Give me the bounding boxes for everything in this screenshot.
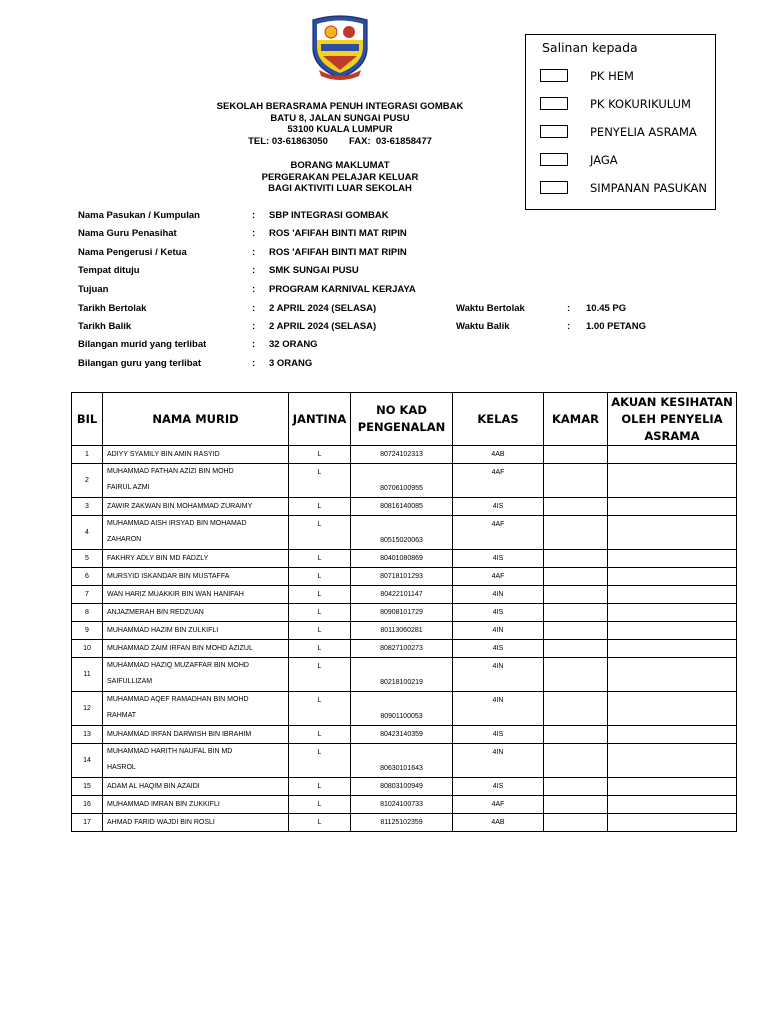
header-jantina: JANTINA: [289, 393, 351, 446]
ic-value: 80423140359: [380, 731, 423, 738]
cell-kamar[interactable]: [544, 464, 608, 498]
cell-ic: [351, 586, 453, 604]
cell-kamar[interactable]: [544, 604, 608, 622]
cell-akuan[interactable]: [608, 498, 737, 516]
cell-kelas: 4IN: [453, 692, 544, 726]
cell-akuan[interactable]: [608, 446, 737, 464]
school-crest-icon: [309, 14, 371, 80]
cell-kamar[interactable]: [544, 516, 608, 550]
cell-akuan[interactable]: [608, 622, 737, 640]
info-separator: :: [252, 321, 256, 332]
cell-akuan[interactable]: [608, 658, 737, 692]
info-label: Tempat dituju: [78, 265, 140, 276]
info-value: 2 APRIL 2024 (SELASA): [269, 321, 377, 332]
nama-line: MUHAMMAD ZAIM IRFAN BIN MOHD AZIZUL: [107, 645, 253, 652]
cell-jantina: L: [289, 622, 351, 640]
header-ic: [351, 393, 453, 446]
form-title: [150, 160, 530, 195]
ic-value: 81125102359: [380, 819, 423, 826]
ic-value: 80113060281: [380, 627, 423, 634]
info-separator: :: [252, 228, 256, 239]
cell-kamar[interactable]: [544, 640, 608, 658]
table-row: [72, 498, 737, 516]
cell-akuan[interactable]: [608, 464, 737, 498]
cell-nama: [103, 498, 289, 516]
info-label: Bilangan guru yang terlibat: [78, 358, 201, 369]
cell-kelas: 4AF: [453, 568, 544, 586]
cell-jantina: L: [289, 586, 351, 604]
cell-bil: 3: [72, 498, 103, 516]
form-title-line: BAGI AKTIVITI LUAR SEKOLAH: [268, 183, 412, 194]
cell-nama: [103, 446, 289, 464]
info-value: PROGRAM KARNIVAL KERJAYA: [269, 284, 416, 295]
nama-line: RAHMAT: [107, 712, 137, 719]
info-value: 1.00 PETANG: [586, 321, 647, 332]
cell-bil: 17: [72, 814, 103, 832]
info-separator: :: [252, 339, 256, 350]
table-row: [72, 568, 737, 586]
header-bil: BIL: [72, 393, 103, 446]
cell-jantina: L: [289, 658, 351, 692]
cell-ic: [351, 778, 453, 796]
cell-jantina: L: [289, 516, 351, 550]
info-label: Bilangan murid yang terlibat: [78, 339, 207, 350]
cell-akuan[interactable]: [608, 550, 737, 568]
cell-ic: [351, 744, 453, 778]
cell-akuan[interactable]: [608, 586, 737, 604]
cell-ic: [351, 604, 453, 622]
copy-label: JAGA: [590, 152, 618, 167]
cell-bil: 7: [72, 586, 103, 604]
header-nama: NAMA MURID: [103, 393, 289, 446]
cell-akuan[interactable]: [608, 778, 737, 796]
nama-line: AHMAD FARID WAJDI BIN ROSLI: [107, 819, 215, 826]
cell-kelas: 4AB: [453, 814, 544, 832]
cell-jantina: L: [289, 604, 351, 622]
ic-value: 80901100053: [380, 713, 423, 720]
checkbox-penyelia-asrama[interactable]: [540, 125, 568, 138]
cell-jantina: L: [289, 744, 351, 778]
cell-nama: [103, 586, 289, 604]
info-label: Waktu Balik: [456, 321, 510, 332]
cell-nama: [103, 604, 289, 622]
cell-nama: [103, 464, 289, 498]
cell-kelas: 4IS: [453, 726, 544, 744]
form-title-line: PERGERAKAN PELAJAR KELUAR: [261, 171, 419, 183]
cell-ic: [351, 516, 453, 550]
cell-nama: [103, 658, 289, 692]
cell-jantina: L: [289, 692, 351, 726]
cell-kamar[interactable]: [544, 778, 608, 796]
ic-value: 80630101643: [380, 765, 423, 772]
cell-kelas: 4IS: [453, 550, 544, 568]
cell-jantina: L: [289, 726, 351, 744]
cell-kamar[interactable]: [544, 586, 608, 604]
ic-value: 80827100273: [380, 645, 423, 652]
cell-nama: [103, 726, 289, 744]
cell-kamar[interactable]: [544, 658, 608, 692]
cell-ic: [351, 726, 453, 744]
cell-ic: [351, 814, 453, 832]
cell-akuan[interactable]: [608, 814, 737, 832]
nama-line: SAIFULLIZAM: [107, 678, 153, 685]
cell-kamar[interactable]: [544, 568, 608, 586]
cell-kamar[interactable]: [544, 796, 608, 814]
student-table: [71, 392, 737, 832]
header-akuan-line: AKUAN KESIHATAN: [611, 394, 733, 409]
table-row: [72, 796, 737, 814]
info-value: ROS 'AFIFAH BINTI MAT RIPIN: [269, 228, 407, 239]
nama-line: ADIYY SYAMILY BIN AMIN RASYID: [107, 451, 220, 458]
cell-kelas: 4AB: [453, 446, 544, 464]
info-value: SBP INTEGRASI GOMBAK: [269, 210, 389, 221]
cell-kelas: 4IN: [453, 744, 544, 778]
info-value: SMK SUNGAI PUSU: [269, 265, 359, 276]
info-label: Nama Pasukan / Kumpulan: [78, 210, 200, 221]
cell-bil: 5: [72, 550, 103, 568]
cell-bil: 4: [72, 516, 103, 550]
cell-ic: [351, 550, 453, 568]
cell-kelas: 4IN: [453, 586, 544, 604]
cell-kelas: 4IS: [453, 640, 544, 658]
header-ic-line: NO KAD: [376, 403, 427, 417]
cell-bil: 16: [72, 796, 103, 814]
ic-value: 80718101293: [380, 573, 423, 580]
nama-line: ZAWIR ZAKWAN BIN MOHAMMAD ZURAIMY: [107, 503, 253, 510]
info-label: Tarikh Balik: [78, 321, 132, 332]
nama-line: MURSYID ISKANDAR BIN MUSTAFFA: [107, 573, 230, 580]
nama-line: MUHAMMAD AISH IRSYAD BIN MOHAMAD: [107, 520, 247, 527]
table-row: [72, 622, 737, 640]
table-row: [72, 516, 737, 550]
cell-nama: [103, 814, 289, 832]
cell-kelas: 4IN: [453, 622, 544, 640]
ic-value: 80218100219: [380, 679, 423, 686]
copy-row-pk-kokurikulum: [540, 96, 691, 111]
table-row: [72, 692, 737, 726]
nama-line: MUHAMMAD IRFAN DARWISH BIN IBRAHIM: [107, 731, 252, 738]
cell-akuan[interactable]: [608, 604, 737, 622]
school-contact-line: TEL: 03-61863050 FAX: 03-61858477: [248, 135, 432, 147]
cell-jantina: L: [289, 498, 351, 516]
table-row: [72, 814, 737, 832]
info-label: Waktu Bertolak: [456, 303, 525, 314]
header-kamar: KAMAR: [544, 393, 608, 446]
header-akuan-line: OLEH PENYELIA: [621, 411, 723, 426]
info-value: ROS 'AFIFAH BINTI MAT RIPIN: [269, 247, 407, 258]
cell-ic: [351, 796, 453, 814]
table-row: [72, 640, 737, 658]
cell-bil: 10: [72, 640, 103, 658]
school-address-line: 53100 KUALA LUMPUR: [287, 124, 393, 135]
cell-kelas: 4IS: [453, 604, 544, 622]
table-header-row: [72, 393, 737, 446]
cell-bil: 11: [72, 658, 103, 692]
info-label: Nama Guru Penasihat: [78, 228, 177, 239]
copy-box-title: Salinan kepada: [542, 40, 638, 55]
cell-ic: [351, 622, 453, 640]
cell-kamar[interactable]: [544, 726, 608, 744]
ic-value: 81024100733: [380, 801, 423, 808]
nama-line: FAIRUL AZMI: [107, 484, 150, 491]
cell-ic: [351, 658, 453, 692]
nama-line: WAN HARIZ MUAKKIR BIN WAN HANIFAH: [107, 591, 244, 598]
school-name: SEKOLAH BERASRAMA PENUH INTEGRASI GOMBAK: [216, 101, 464, 112]
cell-kamar[interactable]: [544, 622, 608, 640]
cell-jantina: L: [289, 640, 351, 658]
nama-line: MUHAMMAD HAZIQ MUZAFFAR BIN MOHD: [107, 662, 249, 669]
header-akuan-line: ASRAMA: [644, 428, 700, 443]
cell-akuan[interactable]: [608, 516, 737, 550]
cell-akuan[interactable]: [608, 640, 737, 658]
cell-jantina: L: [289, 796, 351, 814]
info-value: 10.45 PG: [586, 303, 627, 314]
cell-akuan[interactable]: [608, 726, 737, 744]
checkbox-simpanan-pasukan[interactable]: [540, 181, 568, 194]
table-row: [72, 778, 737, 796]
cell-kelas: 4IS: [453, 498, 544, 516]
checkbox-pk-hem[interactable]: [540, 69, 568, 82]
nama-line: MUHAMMAD FATHAN AZIZI BIN MOHD: [107, 468, 234, 475]
cell-kelas: 4IS: [453, 778, 544, 796]
copy-row-penyelia-asrama: [540, 124, 697, 139]
cell-nama: [103, 622, 289, 640]
header-akuan: [608, 393, 737, 446]
cell-kamar[interactable]: [544, 446, 608, 464]
cell-jantina: L: [289, 568, 351, 586]
info-separator: :: [252, 210, 256, 221]
cell-bil: 9: [72, 622, 103, 640]
cell-akuan[interactable]: [608, 692, 737, 726]
cell-ic: [351, 692, 453, 726]
ic-value: 80515020063: [380, 537, 423, 544]
cell-nama: [103, 568, 289, 586]
cell-bil: 14: [72, 744, 103, 778]
cell-kamar[interactable]: [544, 550, 608, 568]
nama-line: MUHAMMAD IMRAN BIN ZUKKIFLI: [107, 801, 220, 808]
ic-value: 80422101147: [380, 591, 423, 598]
cell-jantina: L: [289, 814, 351, 832]
cell-nama: [103, 640, 289, 658]
nama-line: MUHAMMAD HAZIM BIN ZULKIFLI: [107, 627, 219, 634]
cell-ic: [351, 464, 453, 498]
info-separator: :: [252, 265, 256, 276]
nama-line: ANJAZMERAH BIN REDZUAN: [107, 609, 204, 616]
cell-kelas: 4AF: [453, 516, 544, 550]
header-kelas: KELAS: [453, 393, 544, 446]
nama-line: FAKHRY ADLY BIN MD FADZLY: [107, 555, 209, 562]
info-separator: :: [252, 284, 256, 295]
cell-jantina: L: [289, 778, 351, 796]
table-row: [72, 586, 737, 604]
cell-bil: 13: [72, 726, 103, 744]
cell-ic: [351, 640, 453, 658]
cell-kamar[interactable]: [544, 692, 608, 726]
cell-ic: [351, 498, 453, 516]
ic-value: 80803100949: [380, 783, 423, 790]
copy-row-simpanan-pasukan: [540, 180, 707, 195]
nama-line: ZAHARON: [107, 536, 142, 543]
cell-bil: 6: [72, 568, 103, 586]
cell-ic: [351, 446, 453, 464]
cell-akuan[interactable]: [608, 796, 737, 814]
school-address-line: BATU 8, JALAN SUNGAI PUSU: [270, 112, 410, 124]
cell-nama: [103, 744, 289, 778]
ic-value: 80706100955: [380, 485, 423, 492]
table-row: [72, 744, 737, 778]
copy-label: PENYELIA ASRAMA: [590, 124, 697, 139]
cell-jantina: L: [289, 550, 351, 568]
cell-bil: 1: [72, 446, 103, 464]
cell-akuan[interactable]: [608, 744, 737, 778]
cell-nama: [103, 550, 289, 568]
cell-nama: [103, 516, 289, 550]
cell-jantina: L: [289, 464, 351, 498]
info-separator: :: [252, 247, 256, 258]
cell-kelas: 4AF: [453, 464, 544, 498]
cell-kamar[interactable]: [544, 498, 608, 516]
copy-row-jaga: [540, 152, 618, 167]
info-separator: :: [252, 303, 256, 314]
cell-nama: [103, 692, 289, 726]
checkbox-jaga[interactable]: [540, 153, 568, 166]
info-value: 2 APRIL 2024 (SELASA): [269, 303, 377, 314]
ic-value: 80908101729: [380, 609, 423, 616]
cell-bil: 8: [72, 604, 103, 622]
info-separator: :: [567, 321, 571, 332]
info-separator: :: [567, 303, 571, 314]
cell-kelas: 4IN: [453, 658, 544, 692]
table-row: [72, 550, 737, 568]
copy-label: SIMPANAN PASUKAN: [590, 180, 707, 195]
cell-akuan[interactable]: [608, 568, 737, 586]
ic-value: 80816140085: [380, 503, 423, 510]
table-row: [72, 446, 737, 464]
cell-bil: 12: [72, 692, 103, 726]
table-row: [72, 658, 737, 692]
cell-jantina: L: [289, 446, 351, 464]
cell-bil: 2: [72, 464, 103, 498]
nama-line: HASROL: [107, 764, 136, 771]
ic-value: 80724102313: [380, 451, 423, 458]
copy-label: PK KOKURIKULUM: [590, 96, 691, 111]
info-value: 3 ORANG: [269, 358, 313, 369]
header-ic-line: PENGENALAN: [357, 420, 446, 434]
ic-value: 80401080869: [380, 555, 423, 562]
table-row: [72, 464, 737, 498]
cell-kamar[interactable]: [544, 744, 608, 778]
info-separator: :: [252, 358, 256, 369]
copy-row-pk-hem: [540, 68, 634, 83]
cell-kamar[interactable]: [544, 814, 608, 832]
info-label: Nama Pengerusi / Ketua: [78, 247, 187, 258]
copy-label: PK HEM: [590, 68, 634, 83]
cell-bil: 15: [72, 778, 103, 796]
table-row: [72, 604, 737, 622]
table-row: [72, 726, 737, 744]
info-label: Tujuan: [78, 284, 109, 295]
copy-distribution-box: [525, 34, 716, 210]
cell-kelas: 4AF: [453, 796, 544, 814]
school-address-block: [150, 101, 530, 147]
info-label: Tarikh Bertolak: [78, 303, 147, 314]
checkbox-pk-kokurikulum[interactable]: [540, 97, 568, 110]
info-value: 32 ORANG: [269, 339, 318, 350]
nama-line: MUHAMMAD AQEF RAMADHAN BIN MOHD: [107, 696, 249, 703]
cell-nama: [103, 778, 289, 796]
cell-ic: [351, 568, 453, 586]
nama-line: MUHAMMAD HARITH NAUFAL BIN MD: [107, 748, 233, 755]
form-title-line: BORANG MAKLUMAT: [290, 160, 390, 171]
nama-line: ADAM AL HAQIM BIN AZAIDI: [107, 783, 200, 790]
cell-nama: [103, 796, 289, 814]
